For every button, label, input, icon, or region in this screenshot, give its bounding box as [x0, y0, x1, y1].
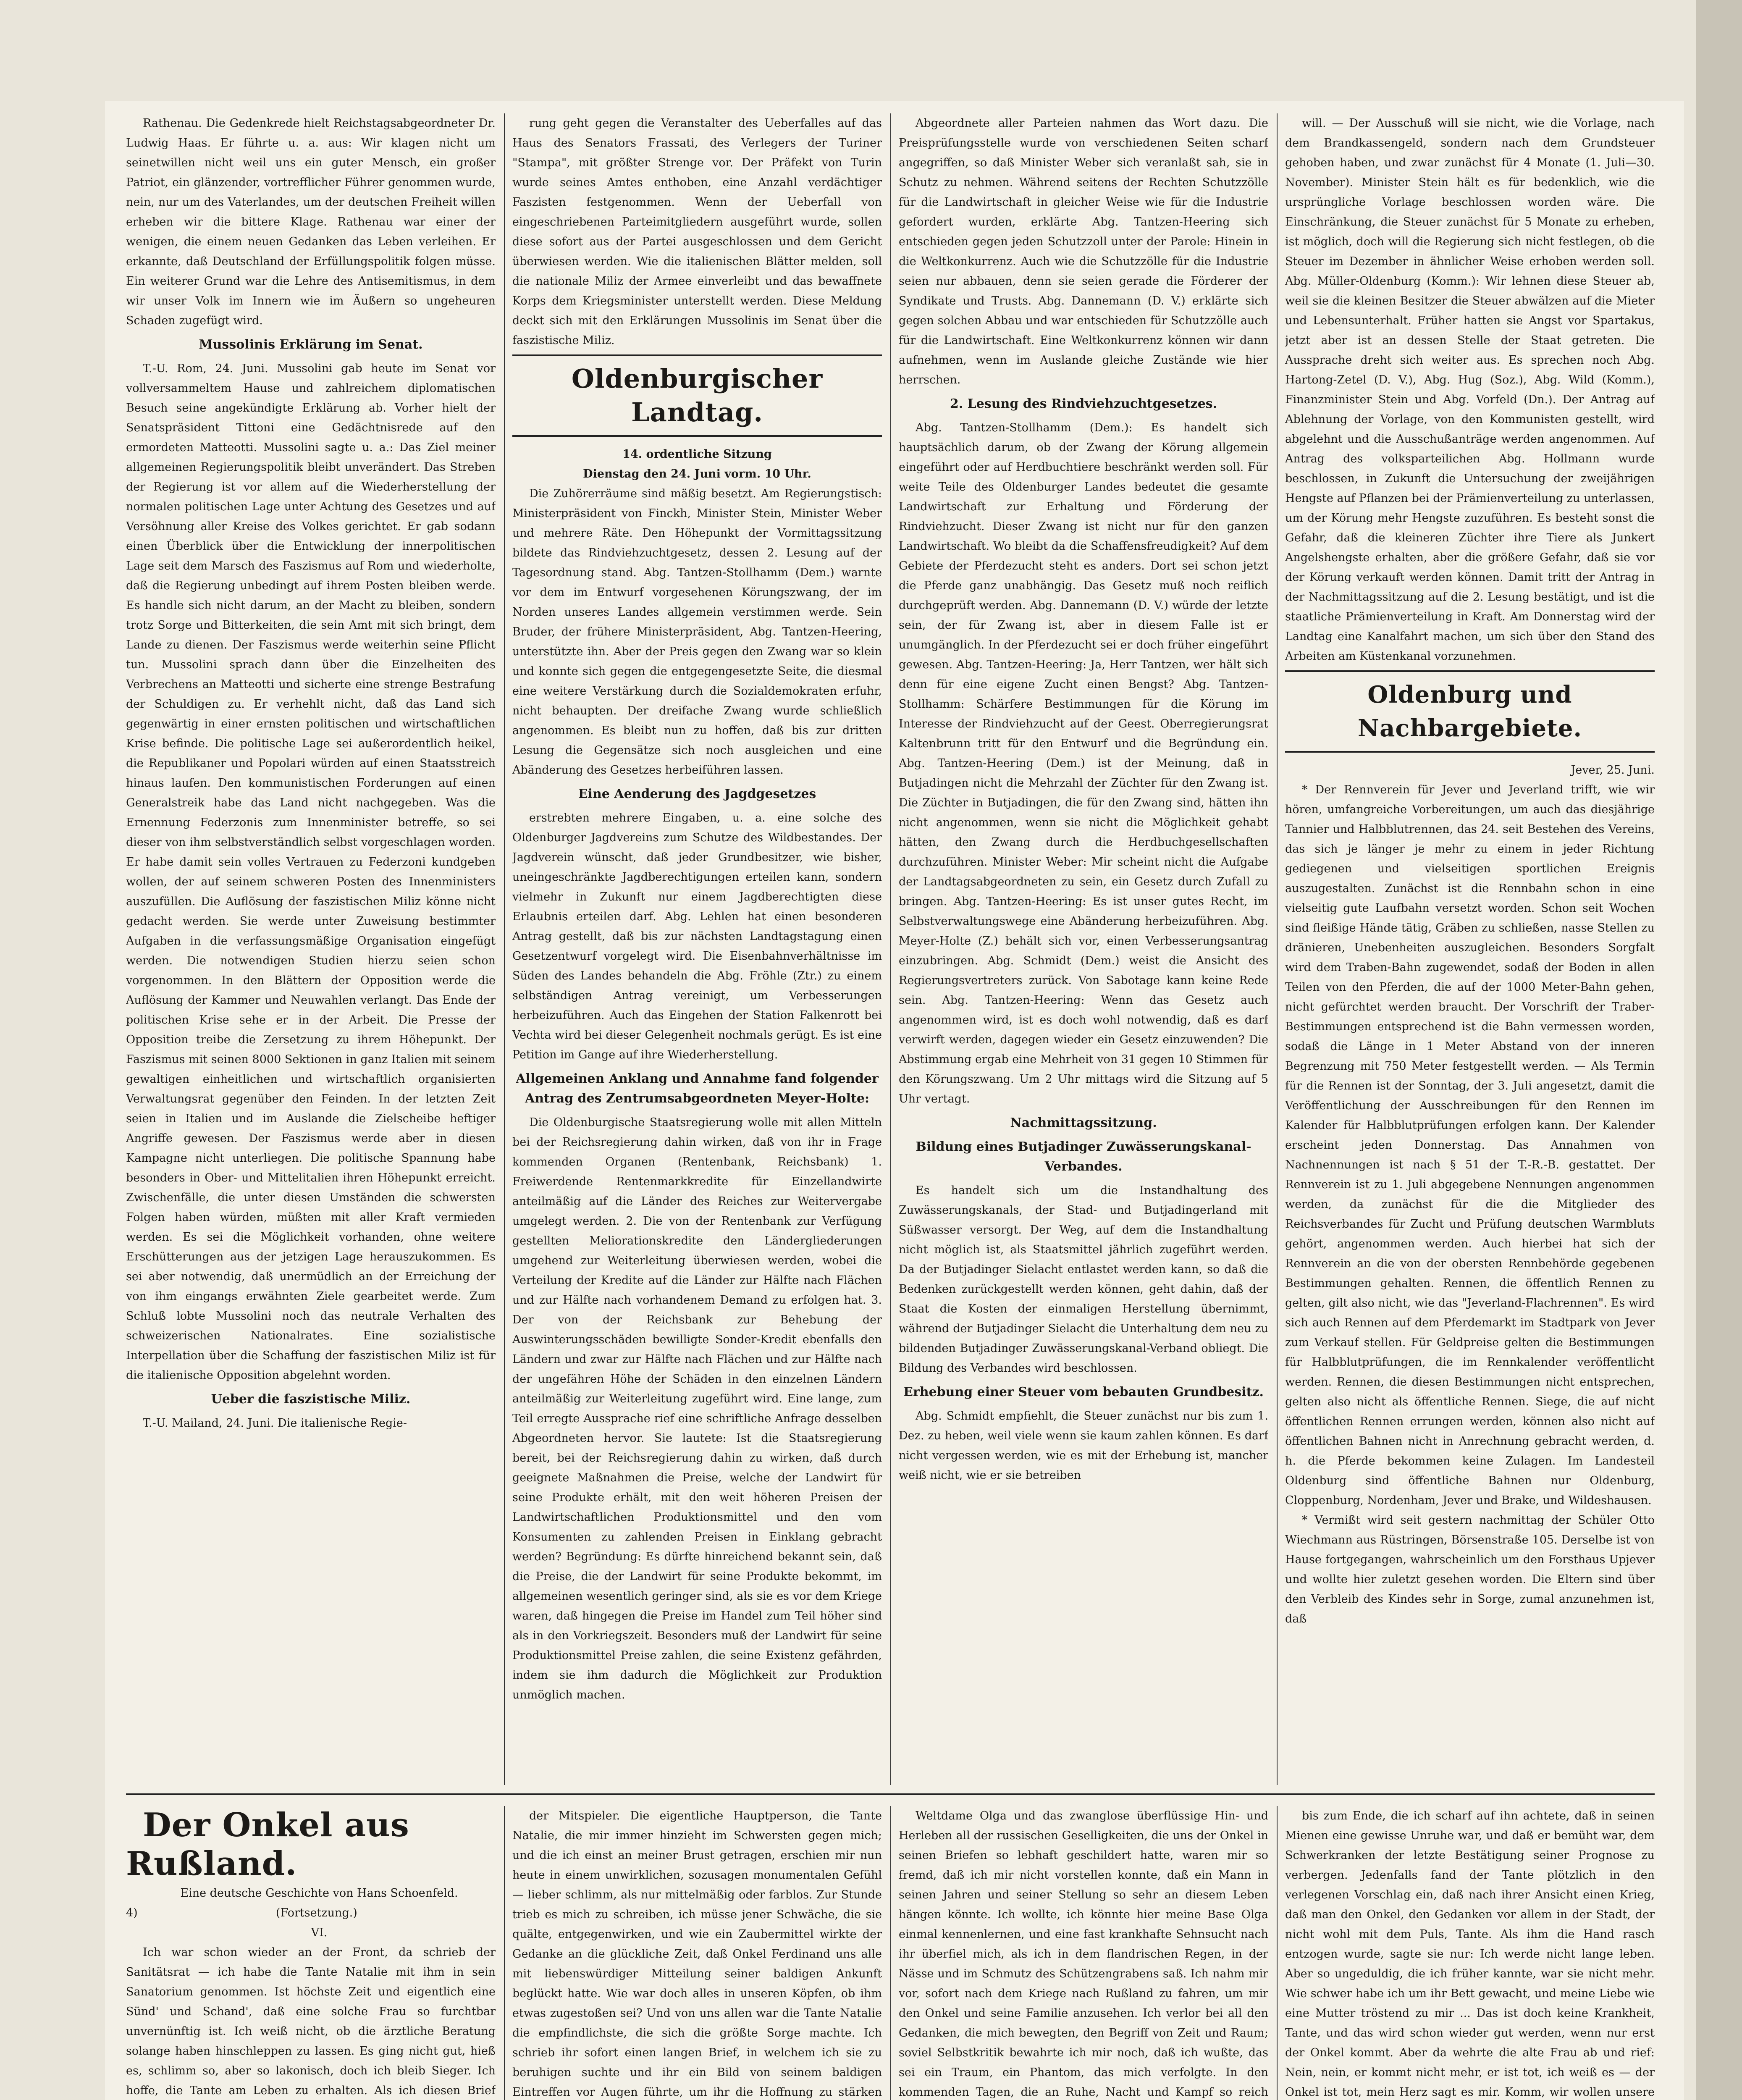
antrag-article: Die Oldenburgische Staatsregierung wolle mit allen Mitteln bei der Reichsregierung dahin wirken, daß von ihr in Frage kommenden Organen (Rentenbank, Reichsbank) 1. Freiwerdende Rentenmarkkredite für Einzellandwirte anteilmäßig auf die Länder des Reiches zur Weitervergabe umgelegt werden. 2. Die von der Rentenbank zur Verfügung gestellten Meliorationskredite den Ländergliederungen umgehend zur Weiterleitung überwiesen werden, wobei die Verteilung der Kredite auf die Länder zur Hälfte nach Flächen und zur Hälfte nach vorhandenem Demand zu erfolgen hat. 3. Der von der Reichsbank zur Behebung der Auswinterungsschäden bewilligte Sonder-Kredit ebenfalls den Ländern und zwar zur Hälfte nach Flächen und zur Hälfte nach der ungefähren Höhe der Schäden in den einzelnen Ländern anteilmäßig zur Weiterleitung zugeführt wird. Eine lange, zum Teil erregte Aussprache rief eine schriftliche Anfrage desselben Abgeordneten hervor. Sie lautete: Ist die Staatsregierung bereit, bei der Reichsregierung dahin zu wirken, daß durch geeignete Maßnahmen die Preise, welche der Landwirt für seine Produkte erhält, mit den weit höheren Preisen der Landwirtschaftlichen Produktionsmittel und den vom Konsumenten zu zahlenden Preisen in Einklang gebracht werden? Begründung: Es dürfte hinreichend bekannt sein, daß die Preise, die der Landwirt für seine Produkte bekommt, im allgemeinen wesentlich geringer sind, als sie es vor dem Kriege waren, daß hingegen die Preise im Handel zum Teil höher sind als in den Vorkriegszeit. Besonders muß der Landwirt für seine Produktionsmittel Preise zahlen, die seine Existenz gefährden, indem sie ihm dadurch die Möglichkeit zur Produktion unmöglich machen. [512, 1116, 882, 1701]
serial-text-1: Ich war schon wieder an der Front, da schrieb der Sanitätsrat — ich habe die Tante Natalie mit ihm in sein Sanatorium genommen. Ist höchste Zeit und eigentlich eine Sünd' und Schand', daß eine solche Frau so furchtbar unvernünftig ist. Ich weiß nicht, ob die ärztliche Beratung solange haben hinschleppen zu lassen. Es ging nicht gut, hieß es, schlimm so, aber so lakonisch, doch ich bleib Sieger. Ich hoffe, die Tante am Leben zu erhalten. Als ich diesen Brief [126, 1946, 496, 2097]
landtag-morning: Die Zuhörerräume sind mäßig besetzt. Am Regierungstisch: Ministerpräsident von Finckh, Minister Stein, Minister Weber und mehrere Räte. Den Höhepunkt der Vormittagssitzung bildete das Rindviehzuchtgesetz, dessen 2. Lesung auf der Tagesordnung stand. Abg. Tantzen-Stollhamm (Dem.) warnte vor dem im Entwurf vorgesehenen Körungszwang, der im Norden unseres Landes allgemein verstimmen werde. Sein Bruder, der frühere Ministerpräsident, Abg. Tantzen-Heering, unterstützte ihn. Aber der Preis gegen den Zwang war so klein und konnte sich gegen die entgegengesetzte Seite, die diesmal eine weitere Verstärkung durch die Sozialdemokraten erfuhr, nicht behaupten. Der dreifache Zwang wurde schließlich angenommen. Es bleibt nun zu hoffen, daß bis zur dritten Lesung die Gegensätze sich noch ausgleichen und eine Abänderung des Gesetzes herbeiführen lassen. [512, 487, 882, 777]
serial-column-4 [1285, 1806, 1655, 2100]
miliz-article-cont: rung geht gegen die Veranstalter des Ueberfalles auf das Haus des Senators Frassati, des Verlegers der Turiner "Stampa", mit größter Strenge vor. Der Präfekt von Turin wurde seines Amtes enthoben, eine Anzahl verdächtiger Faszisten festgenommen. Wenn der Ueberfall von eingeschriebenen Parteimitgliedern ausgeführt wurde, sollen diese sofort aus der Partei ausgeschlossen und dem Gericht überwiesen werden. Wie die italienischen Blätter melden, soll die nationale Miliz der Armee einverleibt und das bewaffnete Korps dem Kriegsminister unterstellt werden. Diese Meldung deckt sich mit den Erklärungen Mussolinis im Senat über die faszistische Miliz. [512, 117, 882, 347]
mussolini-article: T.-U. Rom, 24. Juni. Mussolini gab heute im Senat vor vollversammeltem Hause und zahlreichem diplomatischen Besuch seine angekündigte Erklärung ab. Vorher hielt der Senatspräsident Tittoni eine Gedächtnisrede auf den ermordeten Matteotti. Mussolini sagte u. a.: Das Ziel meiner allgemeinen Regierungspolitik bleibt unverändert. Das Streben der Regierung ist vor allem auf die Wiederherstellung der normalen politischen Lage unter Achtung des Gesetzes und auf Versöhnung aller Kreise des Volkes gerichtet. Er gab sodann einen Überblick über die Entwicklung der innerpolitischen Lage seit dem Marsch des Faszismus auf Rom und wiederholte, daß die Regierung unbedingt auf ihrem Posten bleiben werde. Es handle sich nicht darum, an der Macht zu bleiben, sondern trotz Sorge und Bitterkeiten, die sein Amt mit sich bringt, dem Lande zu dienen. Der Faszismus werde weiterhin seine Pflicht tun. Mussolini sprach dann über die Einzelheiten des Verbrechens an Matteotti und sicherte eine strenge Bestrafung der Schuldigen zu. Er verhehlt nicht, daß das Land sich gegenwärtig in einer ernsten politischen und wirtschaftlichen Krise befinde. Die politische Lage sei außerordentlich heikel, die Republikaner und Popolari würden auf einen Staatsstreich hinaus laufen. Den kommunistischen Forderungen auf einen Generalstreik habe das Land nicht nachgegeben. Was die Ernennung Federzonis zum Innenminister betreffe, so sei dieser von ihm selbstverständlich selbst vorgeschlagen worden. Er habe damit sein volles Vertrauen zu Federzoni kundgeben wollen, der auf seinem schweren Posten des Innenministers auszufüllen. Die Auflösung der faszistischen Miliz könne nicht gedacht werden. Sie werde unter Zuweisung bestimmter Aufgaben in die verfassungsmäßige Organisation eingefügt werden. Die notwendigen Studien hierzu seien schon vorgenommen. In den Blättern der Opposition werde die Auflösung der Kammer und Neuwahlen verlangt. Das Ende der politischen Krise sehe er in der Arbeit. Die Presse der Opposition treibe die Zersetzung zu ihrem Höhepunkt. Der Faszismus mit seinen 8000 Sektionen in ganz Italien mit seinem gewaltigen einheitlichen und wirtschaftlich organisierten Verwaltungsrat gegenüber den Feinden. In der letzten Zeit seien in Italien und im Auslande die Zielscheibe heftiger Angriffe gewesen. Der Faszismus werde aber in diesen Kampagne nicht unterliegen. Die politische Spannung habe besonders in Ober- und Mittelitalien ihren Höhepunkt erreicht. Zwischenfälle, die unter diesen Umständen die schwersten Folgen haben würden, müßten mit aller Kraft vermieden werden. Es sei die Möglichkeit vorhanden, ohne weitere Erschütterungen aus der jetzigen Lage herauszukommen. Es sei aber notwendig, daß unermüdlich an der Erreichung der von ihm eingangs erwähnten Ziele gearbeitet werde. Zum Schluß lobte Mussolini noch das neutrale Verhalten des schweizerischen Nationalrates. Eine sozialistische Interpellation über die Schaffung der faszistischen Miliz ist für die italienische Opposition abgelehnt worden. [126, 362, 496, 1382]
jagdgesetz-heading: Eine Aenderung des Jagdgesetzes [578, 787, 816, 801]
jagdgesetz-article: erstrebten mehrere Eingaben, u. a. eine solche des Oldenburger Jagdvereins zum Schutze des Wildbestandes. Der Jagdverein wünscht, daß jeder Grundbesitzer, wie bisher, uneingeschränkte Jagdberechtigungen erteilen kann, sondern vielmehr in Zukunft nur einem Jagdberechtigten diese Erlaubnis erteilen darf. Abg. Lehlen hat einen besonderen Antrag gestellt, daß bis zur nächsten Landtagstagung einen Gesetzentwurf vorgelegt wird. Die Eisenbahnverhältnisse im Süden des Landes behandeln die Abg. Fröhle (Ztr.) zu einem selbständigen Antrag vereinigt, um Verbesserungen herbeizuführen. Auch das Eingehen der Station Falkenrott bei Vechta wird bei dieser Gelegenheit nochmals gerügt. Es ist eine Petition im Gange auf ihre Wiederherstellung. [512, 811, 882, 1061]
column-rule [504, 1806, 505, 2100]
kanal-heading: Bildung eines Butjadinger Zuwässerungskanal-Verbandes. [916, 1139, 1251, 1174]
rathenau-article: Rathenau. Die Gedenkrede hielt Reichstagsabgeordneter Dr. Ludwig Haas. Er führte u. a. aus: Wir klagen nicht um seinetwillen nicht weil uns ein guter Mensch, ein großer Patriot, ein glänzender, vortrefflicher Führer genommen wurde, nein, nur um des Vaterlandes, um der deutschen Freiheit willen erheben wir die bittere Klage. Rathenau war einer der wenigen, die einem neuen Gedanken das Leben verleihen. Er erkannte, daß Deutschland der Erfüllungspolitik folgen müsse. Ein weiterer Grund war die Lehre des Antisemitismus, in dem wir unser Volk im Innern wie im Äußern so ungeheuren Schaden zugefügt wird. [126, 117, 496, 327]
serial-number: 4) [126, 1906, 138, 1919]
column-4 [1285, 113, 1655, 1785]
landtag-heading: Oldenburgischer Landtag. [512, 354, 882, 437]
chapter-number: VI. [311, 1926, 328, 1939]
vermisst-article: * Vermißt wird seit gestern nachmittag der Schüler Otto Wiechmann aus Rüstringen, Börsenstraße 105. Derselbe ist von Hause fortgegangen, wahrscheinlich um den Forsthaus Upjever und wollte hier zuletzt gesehen worden. Die Eltern sind über den Verbleib des Kindes sehr in Sorge, zumal anzunehmen ist, daß [1285, 1514, 1655, 1625]
column-rule [1277, 1806, 1278, 2100]
landtag-debate: Abgeordnete aller Parteien nahmen das Wort dazu. Die Preisprüfungsstelle wurde von verschiedenen Seiten scharf angegriffen, so daß Minister Weber sich veranlaßt sah, sie in Schutz zu nehmen. Während seitens der Rechten Schutzzölle für die Landwirtschaft in gleicher Weise wie für die Industrie gefordert wurden, erklärte Abg. Tantzen-Heering sich entschieden gegen jeden Schutzzoll unter der Parole: Hinein in die Weltkonkurrenz. Auch wie die Schutzzölle für die Industrie seien nur abbauen, denn sie seien gerade die Förderer der Syndikate und Trusts. Abg. Dannemann (D. V.) erklärte sich gegen solchen Abbau und war entschieden für Schutzzölle auch für die Landwirtschaft. Eine Weltkonkurrenz können wir dann aufnehmen, wenn im Auslande gleiche Zustände wie hier herrschen. [899, 117, 1268, 386]
column-rule [890, 113, 891, 1785]
oldenburg-heading: Oldenburg und Nachbargebiete. [1285, 670, 1655, 753]
column-1 [126, 113, 496, 1785]
steuer-article-cont: will. — Der Ausschuß will sie nicht, wie die Vorlage, nach dem Brandkassengeld, sondern nach dem Grundsteuer gehoben haben, und zwar zunächst für 4 Monate (1. Juli—30. November). Minister Stein hält es für bedenklich, wie die ursprüngliche Vorlage beschlossen worden wäre. Die Einschränkung, die Steuer zunächst für 5 Monate zu erheben, ist möglich, doch will die Regierung sich nicht festlegen, ob die Steuer im Dezember in ähnlicher Weise erhoben werden soll. Abg. Müller-Oldenburg (Komm.): Wir lehnen diese Steuer ab, weil sie die kleinen Besitzer die Steuer abwälzen auf die Mieter und Lebensunterhalt. Früher hatten sie Angst vor Spartakus, jetzt aber ist an dessen Stelle der Staat getreten. Die Aussprache dreht sich weiter aus. Es sprechen noch Abg. Hartong-Zetel (D. V.), Abg. Hug (Soz.), Abg. Wild (Komm.), Finanzminister Stein und Abg. Vorfeld (Dn.). Der Antrag auf Ablehnung der Vorlage, von den Kommunisten gestellt, wird abgelehnt und die Ausschußanträge werden angenommen. Auf Antrag des volksparteilichen Abg. Hollmann wurde beschlossen, in Zukunft die Untersuchung der zweijährigen Hengste auf Pflanzen bei der Prämienverteilung zu unterlassen, um der Körung mehr Hengste zuzuführen. Es besteht sonst die Gefahr, daß die kleineren Züchter ihre Tiere als Junkert Angelshengste erhalten, aber die größere Gefahr, daß sie vor der Körung verkauft werden können. Damit tritt der Antrag in der Nachmittagssitzung auf die 2. Lesung bestätigt, und ist die staatliche Prämienverteilung in Kraft. Am Donnerstag wird der Landtag eine Kanalfahrt machen, um sich über den Stand des Arbeiten am Küstenkanal vorzunehmen. [1285, 117, 1655, 663]
rennverein-article: * Der Rennverein für Jever und Jeverland trifft, wie wir hören, umfangreiche Vorbereitungen, um auch das diesjährige Tannier und Halbblutrennen, das 24. seit Bestehen des Vereins, das sich je länger je mehr zu einem in jeder Richtung gediegenen und vielseitigen sportlichen Ereignis auszugestalten. Zunächst ist die Rennbahn schon in eine vielseitig gute Laufbahn versetzt worden. Schon seit Wochen sind fleißige Hände tätig, Gräben zu schließen, nasse Stellen zu dränieren, Unebenheiten auszugleichen. Besonders Sorgfalt wird dem Traben-Bahn zugewendet, sodaß der Boden in allen Teilen von den Pferden, die auf der 1000 Meter-Bahn gehen, nicht gefürchtet werden braucht. Der Vorschrift der Traber-Bestimmungen entsprechend ist die Bahn vermessen worden, sodaß die Länge in 1 Meter Abstand von der inneren Begrenzung mit 750 Meter festgestellt werden. — Als Termin für die Rennen ist der Sonntag, der 3. Juli angesetzt, damit die Veröffentlichung der Ausschreibungen für den Rennen im Kalender für Halbblutprüfungen erfolgen kann. Der Kalender erscheint jeden Donnerstag. Das Annahmen von Nachnennungen ist nach § 51 der T.-R.-B. gestattet. Der Rennverein ist zu 1. Juli abgegebene Nennungen angenommen werden, da zunächst für die die Mitglieder des Reichsverbandes für Zucht und Prüfung deutschen Warmbluts gehört, angenommen werden. Auch hierbei hat sich der Rennverein an die von der obersten Rennbehörde gegebenen Bestimmungen gehalten. Rennen, die öffentlich Rennen zu gelten, gilt also nicht, wie das "Jeverland-Flachrennen". Es wird sich auch Rennen auf dem Pferdemarkt im Stadtpark von Jever zum Verkauf stellen. Für Geldpreise gelten die Bestimmungen für Halbblutprüfungen, die im Rennkalender veröffentlicht werden. Rennen, die diesen Bestimmungen nicht entsprechen, gelten also nicht als öffentliche Rennen. Siege, die auf nicht öffentlichen Rennen errungen werden, können also nicht auf öffentlichen Bahnen nicht in Anrechnung gebracht werden, d. h. die Pferde bekommen keine Zulagen. Im Landesteil Oldenburg sind öffentliche Bahnen nur Oldenburg, Cloppenburg, Nordenham, Jever und Brake, und Wildeshausen. [1285, 783, 1655, 1507]
kanal-article: Es handelt sich um die Instandhaltung des Zuwässerungskanals, der Stad- und Butjadingerland mit Süßwasser versorgt. Der Weg, auf dem die Instandhaltung nicht möglich ist, als Staatsmittel jährlich zugeführt werden. Da der Butjadinger Sielacht entlastet werden kann, so daß die Bedenken zurückgestellt werden können, geht dahin, daß der Staat die Kosten der einmaligen Herstellung übernimmt, während der Butjadinger Sielacht die Unterhaltung dem neu zu bildenden Butjadinger Zuwässerungskanal-Verband obliegt. Die Bildung des Verbandes wird beschlossen. [899, 1184, 1268, 1375]
rindvieh-article: Abg. Tantzen-Stollhamm (Dem.): Es handelt sich hauptsächlich darum, ob der Zwang der Körung allgemein eingeführt oder auf Herdbuchtiere beschränkt werden soll. Für weite Teile des Oldenburger Landes bedeutet die gesamte Landwirtschaft zur Erhaltung und Förderung der Rindviehzucht. Dieser Zwang ist nicht nur für den ganzen Landwirtschaft. Wo bleibt da die Schaffensfreudigkeit? Auf dem Gebiete der Pferdezucht steht es anders. Dort sei schon jetzt die Pferde ganz unabhängig. Das Gesetz muß noch reiflich durchgeprüft werden. Abg. Dannemann (D. V.) würde der letzte sein, der für Zwang ist, aber in diesem Falle ist er unumgänglich. In der Pferdezucht sei er doch früher eingeführt gewesen. Abg. Tantzen-Heering: Ja, Herr Tantzen, wer hält sich denn für eine eigene Zucht einen Bengst? Abg. Tantzen-Stollhamm: Schärfere Bestimmungen für die Körung im Interesse der Rindviehzucht auf der Geest. Oberregierungsrat Kaltenbrunn tritt für den Entwurf und die Begründung ein. Abg. Tantzen-Heering (Dem.) ist der Meinung, daß in Butjadingen nicht die Mehrzahl der Züchter für den Zwang ist. Die Züchter in Butjadingen, die für den Zwang sind, hätten ihn nicht angenommen, wenn sie nicht die Möglichkeit gehabt hätten, den Zwang durch die Herdbuchgesellschaften durchzuführen. Minister Weber: Mir scheint nicht die Aufgabe der Landtagsabgeordneten zu sein, ein Gesetz durch Zufall zu bringen. Abg. Tantzen-Heering: Es ist unser gutes Recht, im Selbstverwaltungswege eine Abänderung herbeizuführen. Abg. Meyer-Holte (Z.) behält sich vor, einen Verbesserungsantrag einzubringen. Abg. Schmidt (Dem.) weist die Ansicht des Regierungsvertreters zurück. Von Sabotage kann keine Rede sein. Abg. Tantzen-Heering: Wenn das Gesetz auch angenommen wird, ist es doch wohl notwendig, daß es darf verwirft werden, dagegen wieder ein Gesetz einzuwenden? Die Abstimmung ergab eine Mehrheit von 31 gegen 10 Stimmen für den Körungszwang. Um 2 Uhr mittags wird die Sitzung auf 5 Uhr vertagt. [899, 421, 1268, 1105]
serial-subtitle: Eine deutsche Geschichte von Hans Schoenfeld. [180, 1887, 458, 1900]
serial-text-4: bis zum Ende, die ich scharf auf ihn achtete, daß in seinen Mienen eine gewisse Unruhe war, und daß er bemüht war, dem Schwerkranken der letzte Bestätigung seiner Prognose zu verbergen. Jedenfalls fand der Tante plötzlich in den verlegenen Vorschlag ein, daß nach ihrer Ansicht einen Krieg, daß man den Onkel, den Gedanken vor allem in der Stadt, der nicht wohl mit dem Puls, Tante. Als ihm die Hand rasch entzogen wurde, sagte sie nur: Ich werde nicht lange leben. Aber so ungeduldig, die ich früher kannte, war sie nicht mehr. Wie schwer habe ich um ihr Bett gewacht, und meine Liebe wie eine Mutter tröstend zu mir ... Das ist doch keine Krankheit, Tante, und das wird schon wieder gut werden, wenn nur erst der Onkel kommt. Aber da wehrte die alte Frau ab und rief: Nein, nein, er kommt nicht mehr, er ist tot, ich weiß es — der Onkel ist tot, mein Herz sagt es mir. Komm, wir wollen unsere [1285, 1809, 1655, 2099]
column-rule [1277, 113, 1278, 1785]
mussolini-heading: Mussolinis Erklärung im Senat. [199, 337, 423, 352]
session-label: 14. ordentliche Sitzung [622, 448, 772, 461]
column-2 [512, 113, 882, 1785]
serial-column-2 [512, 1806, 882, 2100]
serial-column-3 [899, 1806, 1268, 2100]
column-3 [899, 113, 1268, 1785]
serial-text-3: Weltdame Olga und das zwanglose überflüssige Hin- und Herleben all der russischen Geselligkeiten, die uns der Onkel in seinen Briefen so lebhaft geschildert hatte, waren mir so fremd, daß ich mir nicht vorstellen konnte, daß ein Mann in seinen Jahren und seiner Stellung so sehr an diesem Leben hängen könnte. Ich wollte, ich könnte hier meine Base Olga einmal kennenlernen, und eine fast krankhafte Sehnsucht nach ihr überfiel mich, als ich in dem flandrischen Regen, in der Nässe und im Schmutz des Schützengrabens saß. Ich nahm mir vor, sofort nach dem Kriege nach Rußland zu fahren, um mir den Onkel und seine Familie anzusehen. Ich verlor bei all den Gedanken, die mich bewegten, den Begriff von Zeit und Raum; soviel Selbstkritik bewahrte ich mir noch, daß ich wußte, das sei ein Traum, ein Phantom, das mich verfolgte. In den kommenden Tagen, die an Ruhe, Nacht und Kampf so reich [899, 1809, 1268, 2099]
session-date: Dienstag den 24. Juni vorm. 10 Uhr. [583, 467, 811, 480]
miliz-heading: Ueber die faszistische Miliz. [211, 1392, 411, 1407]
serial-title: Der Onkel aus Rußland. [126, 1806, 409, 1883]
jever-dateline: Jever, 25. Juni. [1571, 764, 1655, 777]
section-divider [126, 1793, 1655, 1795]
serial-continuation: (Fortsetzung.) [275, 1906, 357, 1919]
binding-gutter [1696, 0, 1742, 2100]
nachmittag-heading: Nachmittagssitzung. [1010, 1116, 1157, 1130]
column-rule [890, 1806, 891, 2100]
column-rule [504, 113, 505, 1785]
antrag-heading: Allgemeinen Anklang und Annahme fand folgender Antrag des Zentrumsabgeordneten Meyer-Holte: [516, 1071, 879, 1106]
serial-text-2: der Mitspieler. Die eigentliche Hauptperson, die Tante Natalie, die mir immer hinzieht im Schwersten gegen mich; und die ich einst an meiner Brust getragen, erschien mir nun heute in einem unwirklichen, sozusagen monumentalen Gefühl — lieber schlimm, als nur mittelmäßig oder farblos. Zur Stunde trieb es mich zu schreiben, ich müsse jener Schwäche, die sie quälte, entgegenwirken, und wie ein Zaubermittel wirkte der Gedanke an die glückliche Zeit, daß Onkel Ferdinand uns alle mit liebenswürdiger Mitteilung seiner baldigen Ankunft beglückt hatte. Wie war doch alles in unseren Köpfen, ob ihm etwas zugestoßen sei? Und von uns allen war die Tante Natalie die empfindlichste, die sich die größte Sorge machte. Ich schrieb ihr sofort einen langen Brief, in welchem ich sie zu beruhigen suchte und ihr ein Bild von seinem baldigen Eintreffen vor Augen führte, um ihr die Hoffnung zu stärken [512, 1809, 882, 2099]
miliz-article-start: T.-U. Mailand, 24. Juni. Die italienische Regie- [143, 1417, 407, 1430]
serial-column-1 [126, 1806, 496, 2100]
steuer-heading: Erhebung einer Steuer vom bebauten Grundbesitz. [903, 1385, 1264, 1399]
steuer-article: Abg. Schmidt empfiehlt, die Steuer zunächst nur bis zum 1. Dez. zu heben, weil viele wenn sie kaum zahlen können. Es darf nicht vergessen werden, wie es mit der Erhebung ist, mancher weiß nicht, wie er sie betreiben [899, 1410, 1268, 1482]
rindvieh-heading: 2. Lesung des Rindviehzuchtgesetzes. [950, 396, 1217, 411]
